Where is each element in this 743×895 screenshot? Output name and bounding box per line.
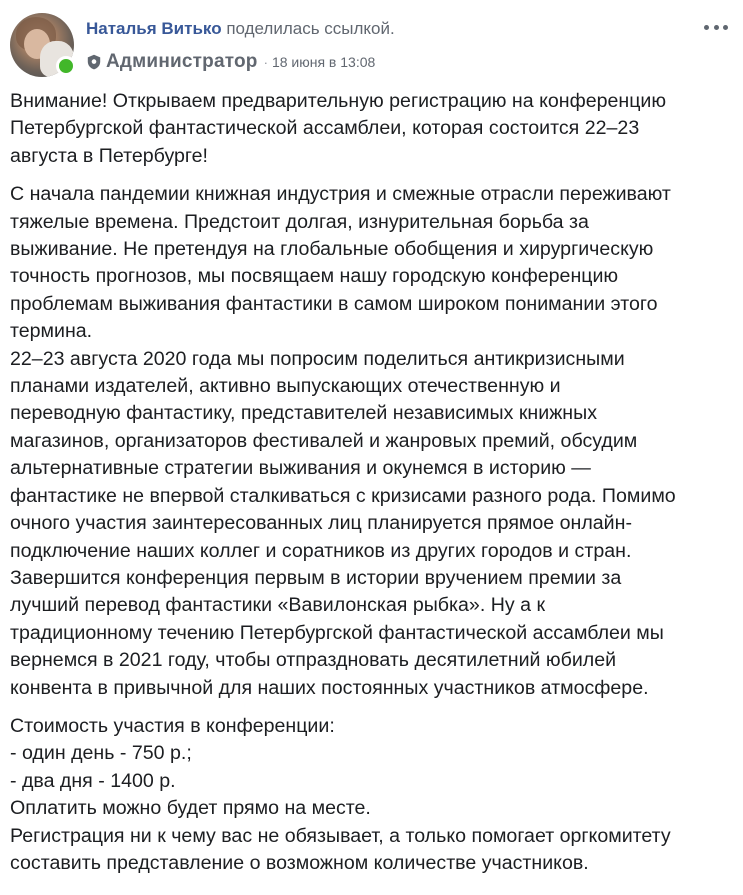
text-line: магазинов, организаторов фестивалей и жанровых премий, обсудим: [10, 429, 638, 452]
text-line: тяжелые времена. Предстоит долгая, изнурительная борьба за: [10, 210, 589, 233]
text-line: точность прогнозов, мы посвящаем нашу городскую конференцию: [10, 265, 619, 288]
text-line: 22–23 августа 2020 года мы попросим поделиться антикризисными: [10, 347, 625, 370]
text-line: планами издателей, активно выпускающих отечественную и: [10, 375, 561, 398]
post-body: [10, 88, 735, 877]
post-header: [86, 18, 395, 40]
more-options-icon[interactable]: [704, 18, 728, 36]
text-line: августа в Петербурге!: [10, 144, 208, 167]
text-line: С начала пандемии книжная индустрия и смежные отрасли переживают: [10, 183, 671, 206]
text-line: Внимание! Открываем предварительную регистрацию на конференцию: [10, 90, 667, 112]
role-label: Администратор: [106, 51, 258, 72]
paragraph-announcement: [10, 88, 735, 170]
price-line: - два дня - 1400 р.: [10, 769, 176, 792]
text-line: лучший перевод фантастики «Вавилонская рыбка». Ну а к: [10, 594, 546, 617]
paragraph-program: [10, 346, 735, 702]
text-line: проблемам выживания фантастики в самом широком понимании этого: [10, 292, 658, 315]
author-name-link[interactable]: Наталья Витько: [86, 19, 222, 38]
paragraph-context: [10, 181, 735, 345]
more-dot: [714, 25, 719, 30]
meta-separator: ·: [263, 54, 268, 70]
more-dot: [723, 25, 728, 30]
text-line: очного участия заинтересованных лиц планируется прямое онлайн-: [10, 512, 632, 535]
price-line: - один день - 750 р.;: [10, 742, 192, 765]
more-dot: [704, 25, 709, 30]
action-text: поделилась ссылкой.: [226, 19, 395, 38]
text-line: традиционному течению Петербургской фантастической ассамблеи мы: [10, 621, 664, 644]
text-line: Завершится конференция первым в истории вручением премии за: [10, 566, 622, 589]
text-line: Оплатить можно будет прямо на месте.: [10, 797, 371, 820]
admin-shield-icon: [86, 54, 102, 70]
text-line: переводную фантастику, представителей независимых книжных: [10, 402, 597, 425]
text-line: подключение наших коллег и соратников из других городов и стран.: [10, 539, 632, 562]
text-line: Регистрация ни к чему вас не обязывает, а только помогает оргкомитету: [10, 824, 671, 847]
text-line: термина.: [10, 320, 93, 343]
online-status-dot: [56, 56, 76, 76]
text-line: альтернативные стратегии выживания и окунемся в историю —: [10, 457, 591, 480]
post-timestamp[interactable]: 18 июня в 13:08: [271, 54, 376, 70]
text-line: составить представление о возможном количестве участников.: [10, 851, 589, 874]
text-line: вернемся в 2021 году, чтобы отпраздновать десятилетний юбилей: [10, 649, 617, 672]
paragraph-pricing: [10, 713, 735, 877]
text-line: выживание. Не претендуя на глобальные обобщения и хирургическую: [10, 238, 654, 261]
post-meta: [86, 49, 375, 75]
text-line: конвента в привычной для наших постоянных участников атмосфере.: [10, 676, 649, 699]
text-line: фантастике не впервой сталкиваться с кризисами разного рода. Помимо: [10, 484, 676, 507]
text-line: Петербургской фантастической ассамблеи, которая состоится 22–23: [10, 117, 640, 140]
text-line: Стоимость участия в конференции:: [10, 714, 335, 737]
